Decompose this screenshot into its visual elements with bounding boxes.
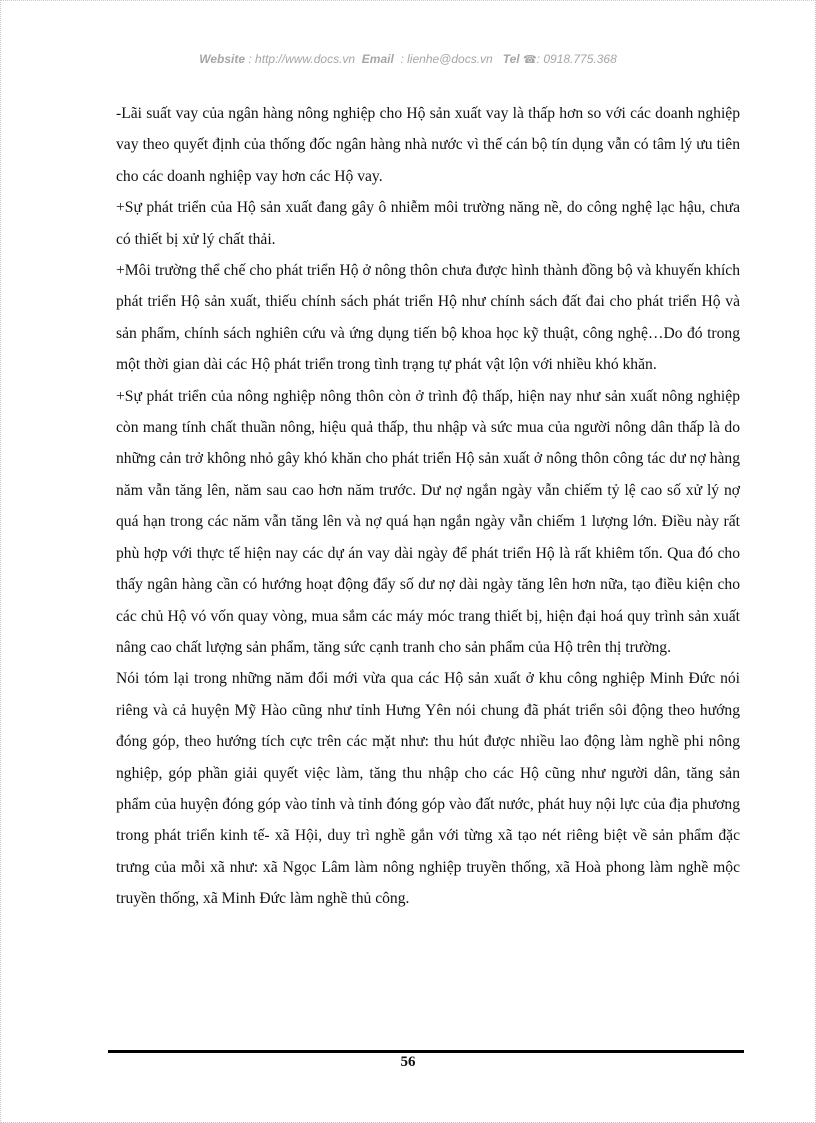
tel-value: : 0918.775.368 — [536, 52, 617, 66]
paragraph-institutional-environment: +Môi trường thể chế cho phát triển Hộ ở nông thôn chưa được hình thành đồng bộ và khuyến khích phát triển Hộ sản xuất, thiếu chính sách phát triển Hộ như chính sách đất đai cho phát triển Hộ và sản phẩm, chính sách nghiên cứu và ứng dụng tiến bộ khoa học kỹ thuật, công nghệ…Do đó trong một thời gian dài các Hộ phát triển trong tình trạng tự phát vật lộn với nhiều khó khăn. — [116, 262, 740, 374]
email-label: Email — [361, 52, 394, 66]
paragraph-interest-rate: -Lãi suất vay của ngân hàng nông nghiệp cho Hộ sản xuất vay là thấp hơn so với các doanh nghiệp vay theo quyết định của thống đốc ngân hàng nhà nước vì thế cán bộ tín dụng vẫn có tâm lý ưu tiên cho các doanh nghiệp vay hơn các Hộ vay. — [116, 105, 740, 185]
website-url[interactable]: : http://www.docs.vn — [248, 52, 356, 66]
body-text — [116, 98, 740, 915]
tel-label: Tel — [502, 52, 520, 66]
phone-icon: ☎ — [522, 54, 537, 66]
footer-divider — [108, 1050, 744, 1053]
paragraph-conclusion: Nói tóm lại trong những năm đổi mới vừa qua các Hộ sản xuất ở khu công nghiệp Minh Đức nói riêng và cả huyện Mỹ Hào cũng như tỉnh Hưng Yên nói chung đã phát triển sôi động theo hướng đóng góp, theo hướng tích cực trên các mặt như: thu hút được nhiều lao động làm nghề phi nông nghiệp, góp phần giải quyết việc làm, tăng thu nhập cho các Hộ cũng như người dân, tăng sản phẩm của huyện đóng góp vào tỉnh và tỉnh đóng góp vào đất nước, phát huy nội lực của địa phương trong phát triển kinh tế- xã Hội, duy trì nghề gắn với từng xã tạo nét riêng biệt về sản phẩm đặc trưng của mỗi xã như: xã Ngọc Lâm làm nông nghiệp truyền thống, xã Hoà phong làm nghề mộc truyền thống, xã Minh Đức làm nghề thủ công. — [116, 670, 740, 908]
paragraph-rural-agriculture: +Sự phát triển của nông nghiệp nông thôn còn ở trình độ thấp, hiện nay như sản xuất nông nghiệp còn mang tính chất thuần nông, hiệu quả thấp, thu nhập và sức mua của người nông dân thấp là do những cản trở không nhỏ gây khó khăn cho phát triển Hộ sản xuất ở nông thôn công tác dư nợ hàng năm vẫn tăng lên, năm sau cao hơn năm trước. Dư nợ ngắn ngày vẫn chiếm tỷ lệ cao số xử lý nợ quá hạn trong các năm vẫn tăng lên và nợ quá hạn ngắn ngày vẫn chiếm 1 lượng lớn. Điều này rất phù hợp với thực tế hiện nay các dự án vay dài ngày để phát triển Hộ là rất khiêm tốn. Qua đó cho thấy ngân hàng cần có hướng hoạt động đẩy số dư nợ dài ngày tăng lên hơn nữa, tạo điều kiện cho các chủ Hộ vó vốn quay vòng, mua sắm các máy móc trang thiết bị, hiện đại hoá quy trình sản xuất nâng cao chất lượng sản phẩm, tăng sức cạnh tranh cho sản phẩm của Hộ trên thị trường. — [116, 387, 740, 656]
email-value[interactable]: : lienhe@docs.vn — [400, 52, 493, 66]
paragraph-pollution: +Sự phát triển của Hộ sản xuất đang gây ô nhiễm môi trường năng nề, do công nghệ lạc hậu, chưa có thiết bị xử lý chất thải. — [116, 199, 740, 248]
website-label: Website — [199, 52, 246, 66]
site-header — [0, 52, 816, 66]
page-number: 56 — [400, 1054, 416, 1070]
